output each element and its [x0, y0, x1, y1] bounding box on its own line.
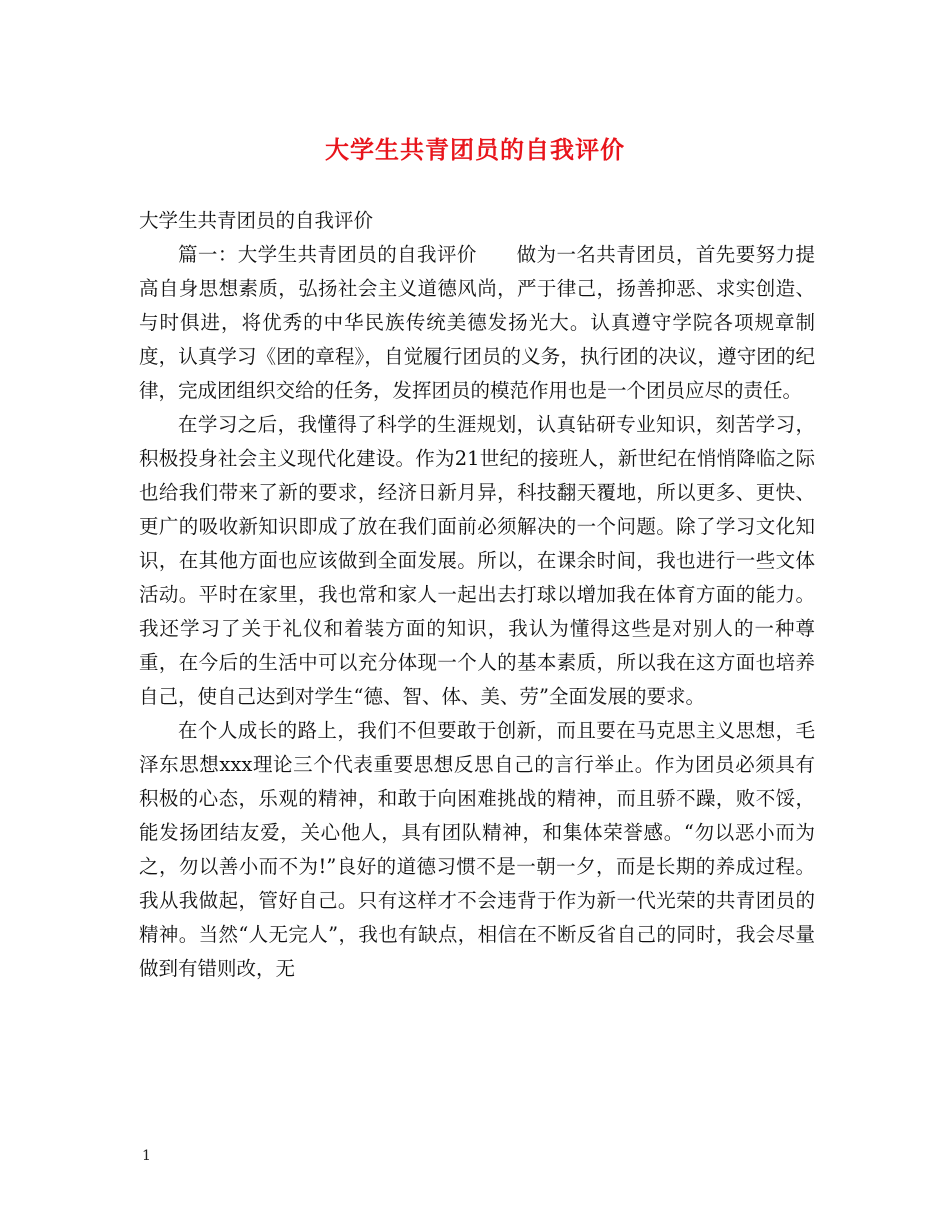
document-title: 大学生共青团员的自我评价: [325, 136, 625, 164]
document-subtitle: 大学生共青团员的自我评价: [139, 209, 374, 232]
paragraph-2: 在学习之后，我懂得了科学的生涯规划，认真钻研专业知识，刻苦学习，积极投身社会主义现代化建设。作为21世纪的接班人，新世纪在悄悄降临之际也给我们带来了新的要求，经济日新月异，科技翻天覆地，所以更多、更快、更广的吸收新知识即成了放在我们面前必须解决的一个问题。除了学习文化知识，在其他方面也应该做到全面发展。所以，在课余时间，我也进行一些文体活动。平时在家里，我也常和家人一起出去打球以增加我在体育方面的能力。我还学习了关于礼仪和着装方面的知识，我认为懂得这些是对别人的一种尊重，在今后的生活中可以充分体现一个人的基本素质，所以我在这方面也培养自己，使自己达到对学生“德、智、体、美、劳”全面发展的要求。: [139, 413, 815, 708]
paragraph-1: 篇一：大学生共青团员的自我评价 做为一名共青团员，首先要努力提高自身思想素质，弘扬社会主义道德风尚，严于律己，扬善抑恶、求实创造、与时俱进，将优秀的中华民族传统美德发扬光大。认真遵守学院各项规章制度，认真学习《团的章程》，自觉履行团员的义务，执行团的决议，遵守团的纪律，完成团组织交给的任务，发挥团员的模范作用也是一个团员应尽的责任。: [139, 243, 815, 402]
page-number: 1: [142, 1148, 151, 1164]
paragraph-3: 在个人成长的路上，我们不但要敢于创新，而且要在马克思主义思想，毛泽东思想xxx理论三个代表重要思想反思自己的言行举止。作为团员必须具有积极的心态，乐观的精神，和敢于向困难挑战的精神，而且骄不躁，败不馁，能发扬团结友爱，关心他人，具有团队精神，和集体荣誉感。“勿以恶小而为之，勿以善小而不为!”良好的道德习惯不是一朝一夕，而是长期的养成过程。我从我做起，管好自己。只有这样才不会违背于作为新一代光荣的共青团员的精神。当然“人无完人”，我也有缺点，相信在不断反省自己的同时，我会尽量做到有错则改，无: [139, 719, 815, 980]
document-body: [139, 204, 815, 986]
